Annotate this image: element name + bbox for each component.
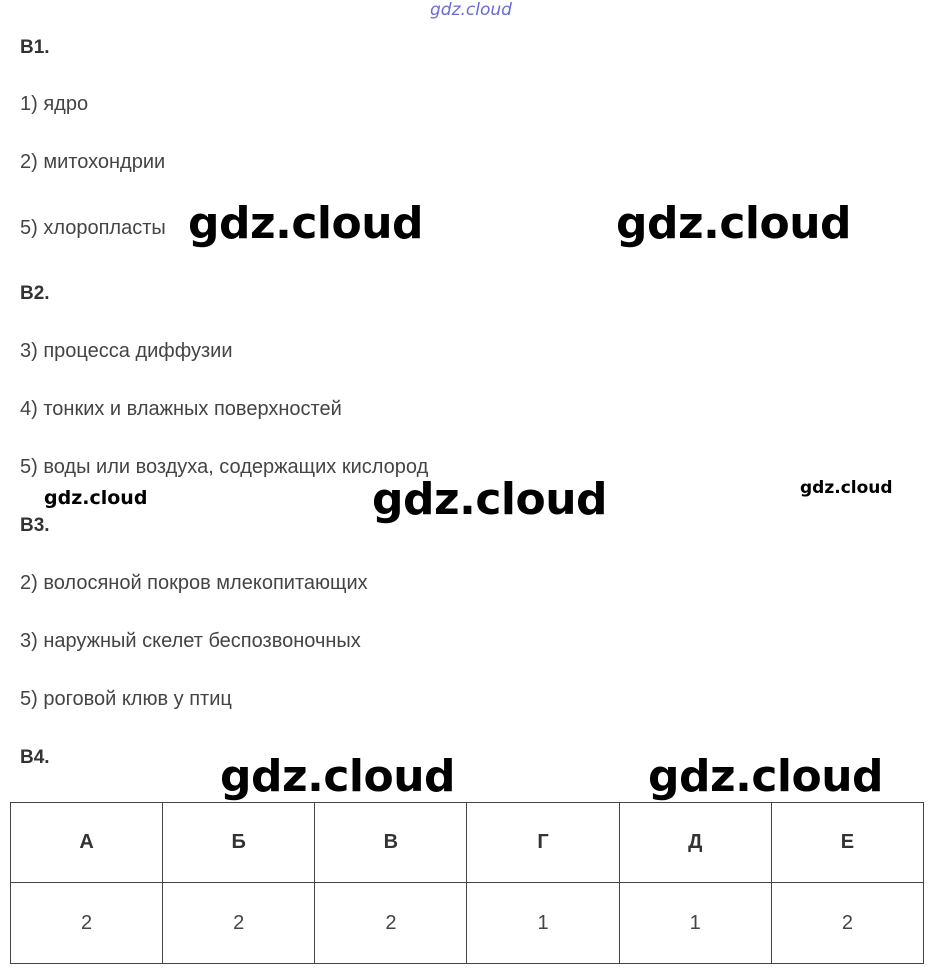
section-b3-heading: В3. — [20, 515, 50, 536]
answer-table-header-cell: В — [315, 803, 467, 883]
answer-table-value-cell: 2 — [771, 883, 923, 964]
watermark: gdz.cloud — [616, 198, 852, 249]
section-b3-item: 5) роговой клюв у птиц — [20, 688, 232, 710]
section-b1-item: 2) митохондрии — [20, 151, 166, 173]
section-b2-item: 4) тонких и влажных поверхностей — [20, 398, 342, 420]
section-b1-item: 1) ядро — [20, 93, 89, 115]
section-b4-heading: В4. — [20, 747, 50, 768]
watermark: gdz.cloud — [220, 751, 456, 802]
answer-table-value-row — [11, 883, 924, 964]
answer-table-value-cell: 2 — [315, 883, 467, 964]
watermark: gdz.cloud — [800, 478, 893, 498]
answer-table-header-cell: Д — [619, 803, 771, 883]
watermark-top: gdz.cloud — [430, 0, 512, 20]
section-b2-item: 3) процесса диффузии — [20, 340, 233, 362]
answer-table-header-row — [11, 803, 924, 883]
section-b1-heading: В1. — [20, 37, 50, 58]
answer-table-value-cell: 1 — [619, 883, 771, 964]
watermark: gdz.cloud — [188, 198, 424, 249]
section-b3-item: 3) наружный скелет беспозвоночных — [20, 630, 361, 652]
section-b3-item: 2) волосяной покров млекопитающих — [20, 572, 368, 594]
answer-table-header-cell: Е — [771, 803, 923, 883]
section-b2-item: 5) воды или воздуха, содержащих кислород — [20, 456, 429, 478]
section-b1-item: 5) хлоропласты — [20, 217, 166, 239]
answer-table-value-cell: 2 — [163, 883, 315, 964]
answer-table — [10, 802, 924, 964]
watermark: gdz.cloud — [44, 487, 148, 509]
answer-table-value-cell: 2 — [11, 883, 163, 964]
section-b2-heading: В2. — [20, 283, 50, 304]
answer-table-header-cell: Б — [163, 803, 315, 883]
answer-table-value-cell: 1 — [467, 883, 619, 964]
answer-table-header-cell: А — [11, 803, 163, 883]
watermark: gdz.cloud — [648, 751, 884, 802]
answer-table-header-cell: Г — [467, 803, 619, 883]
watermark: gdz.cloud — [372, 474, 608, 525]
